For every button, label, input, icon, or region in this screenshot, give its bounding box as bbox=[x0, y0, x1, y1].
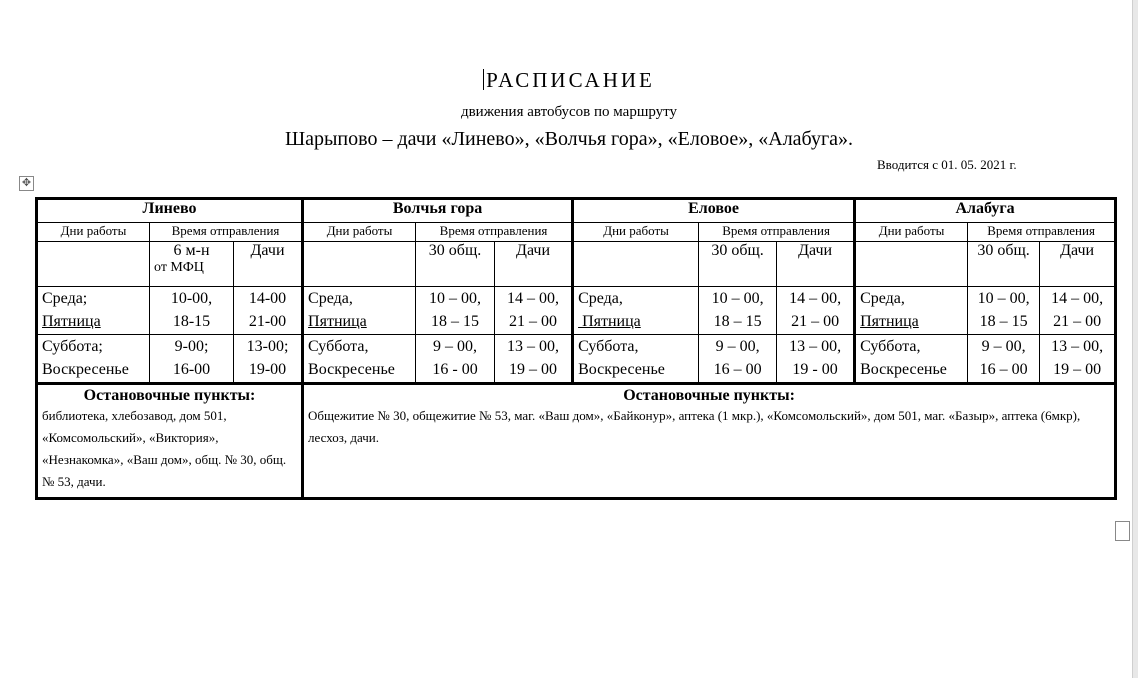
days-cell: Среда, Пятница bbox=[573, 287, 699, 335]
elovoe-from-dachi: Дачи bbox=[777, 242, 855, 287]
header-departure: Время отправления bbox=[416, 223, 573, 242]
route-names-row bbox=[37, 199, 1116, 223]
stops-title: Остановочные пункты: bbox=[623, 387, 795, 404]
empty-cell bbox=[303, 242, 416, 287]
header-departure: Время отправления bbox=[150, 223, 303, 242]
stops-row bbox=[37, 384, 1116, 499]
time-cell: 10 – 00, 18 – 15 bbox=[699, 287, 777, 335]
time-cell: 9 – 00, 16 - 00 bbox=[416, 335, 495, 384]
days-cell: Суббота, Воскресенье bbox=[573, 335, 699, 384]
route-alabuga: Алабуга bbox=[855, 199, 1116, 223]
route-elovoe: Еловое bbox=[573, 199, 855, 223]
time-cell: 14 – 00, 21 – 00 bbox=[1040, 287, 1116, 335]
alabuga-from-dachi: Дачи bbox=[1040, 242, 1116, 287]
empty-cell bbox=[855, 242, 968, 287]
time-cell: 10 – 00, 18 – 15 bbox=[968, 287, 1040, 335]
alabuga-from-30: 30 общ. bbox=[968, 242, 1040, 287]
stops-linevo bbox=[37, 384, 303, 499]
route-line: Шарыпово – дачи «Линево», «Волчья гора», «Еловое», «Алабуга». bbox=[284, 128, 854, 150]
time-cell: 14 – 00, 21 – 00 bbox=[495, 287, 573, 335]
table-move-handle-icon[interactable]: ✥ bbox=[19, 176, 34, 191]
days-cell: Среда, Пятница bbox=[303, 287, 416, 335]
header-days: Дни работы bbox=[855, 223, 968, 242]
stops-title: Остановочные пункты: bbox=[83, 387, 256, 404]
time-cell: 9-00; 16-00 bbox=[150, 335, 234, 384]
empty-cell bbox=[573, 242, 699, 287]
text-cursor bbox=[483, 69, 484, 90]
header-departure: Время отправления bbox=[699, 223, 855, 242]
column-headers-row bbox=[37, 223, 1116, 242]
stops-other-routes bbox=[303, 384, 1116, 499]
document-title bbox=[0, 68, 1138, 93]
paragraph-end-mark bbox=[1115, 521, 1130, 541]
empty-cell bbox=[37, 242, 150, 287]
linevo-from-mfc bbox=[150, 242, 234, 287]
time-cell: 14-00 21-00 bbox=[234, 287, 303, 335]
time-cell: 9 – 00, 16 – 00 bbox=[699, 335, 777, 384]
elovoe-from-30: 30 общ. bbox=[699, 242, 777, 287]
time-cell: 14 – 00, 21 – 00 bbox=[777, 287, 855, 335]
schedule-row-weekend bbox=[37, 335, 1116, 384]
volchya-from-30: 30 общ. bbox=[416, 242, 495, 287]
schedule-table bbox=[35, 197, 1117, 500]
header-days: Дни работы bbox=[37, 223, 150, 242]
time-cell: 13 – 00, 19 – 00 bbox=[1040, 335, 1116, 384]
header-departure: Время отправления bbox=[968, 223, 1116, 242]
time-cell: 13 – 00, 19 – 00 bbox=[495, 335, 573, 384]
time-cell: 9 – 00, 16 – 00 bbox=[968, 335, 1040, 384]
header-days: Дни работы bbox=[573, 223, 699, 242]
time-cell: 13 – 00, 19 - 00 bbox=[777, 335, 855, 384]
days-cell: Среда, Пятница bbox=[855, 287, 968, 335]
stops-list-linevo: библиотека, хлебозавод, дом 501, «Комсомольский», «Виктория», «Незнакомка», «Ваш дом», общ. № 30, общ. № 53, дачи. bbox=[42, 408, 287, 489]
from-label: 6 м-н bbox=[173, 242, 210, 259]
days-cell: Суббота, Воскресенье bbox=[303, 335, 416, 384]
time-cell: 13-00; 19-00 bbox=[234, 335, 303, 384]
route-volchya-gora: Волчья гора bbox=[303, 199, 573, 223]
title-text: РАСПИСАНИЕ bbox=[486, 68, 655, 92]
days-cell: Суббота; Воскресенье bbox=[37, 335, 150, 384]
departure-points-row bbox=[37, 242, 1116, 287]
schedule-row-weekday bbox=[37, 287, 1116, 335]
time-cell: 10 – 00, 18 – 15 bbox=[416, 287, 495, 335]
document-subtitle: движения автобусов по маршруту bbox=[460, 104, 678, 120]
days-cell: Среда; Пятница bbox=[37, 287, 150, 335]
effective-date: Вводится с 01. 05. 2021 г. bbox=[877, 157, 1017, 172]
days-cell: Суббота, Воскресенье bbox=[855, 335, 968, 384]
time-cell: 10-00, 18-15 bbox=[150, 287, 234, 335]
linevo-from-dachi: Дачи bbox=[234, 242, 303, 287]
stops-list-other: Общежитие № 30, общежитие № 53, маг. «Ваш дом», «Байконур», аптека (1 мкр.), «Комсомольский», дом 501, маг. «Базыр», аптека (6мкр), лесхоз, дачи. bbox=[308, 408, 1081, 445]
route-linevo: Линево bbox=[37, 199, 303, 223]
from-sub-label: от МФЦ bbox=[154, 260, 204, 275]
page-right-edge bbox=[1132, 0, 1138, 678]
header-days: Дни работы bbox=[303, 223, 416, 242]
volchya-from-dachi: Дачи bbox=[495, 242, 573, 287]
